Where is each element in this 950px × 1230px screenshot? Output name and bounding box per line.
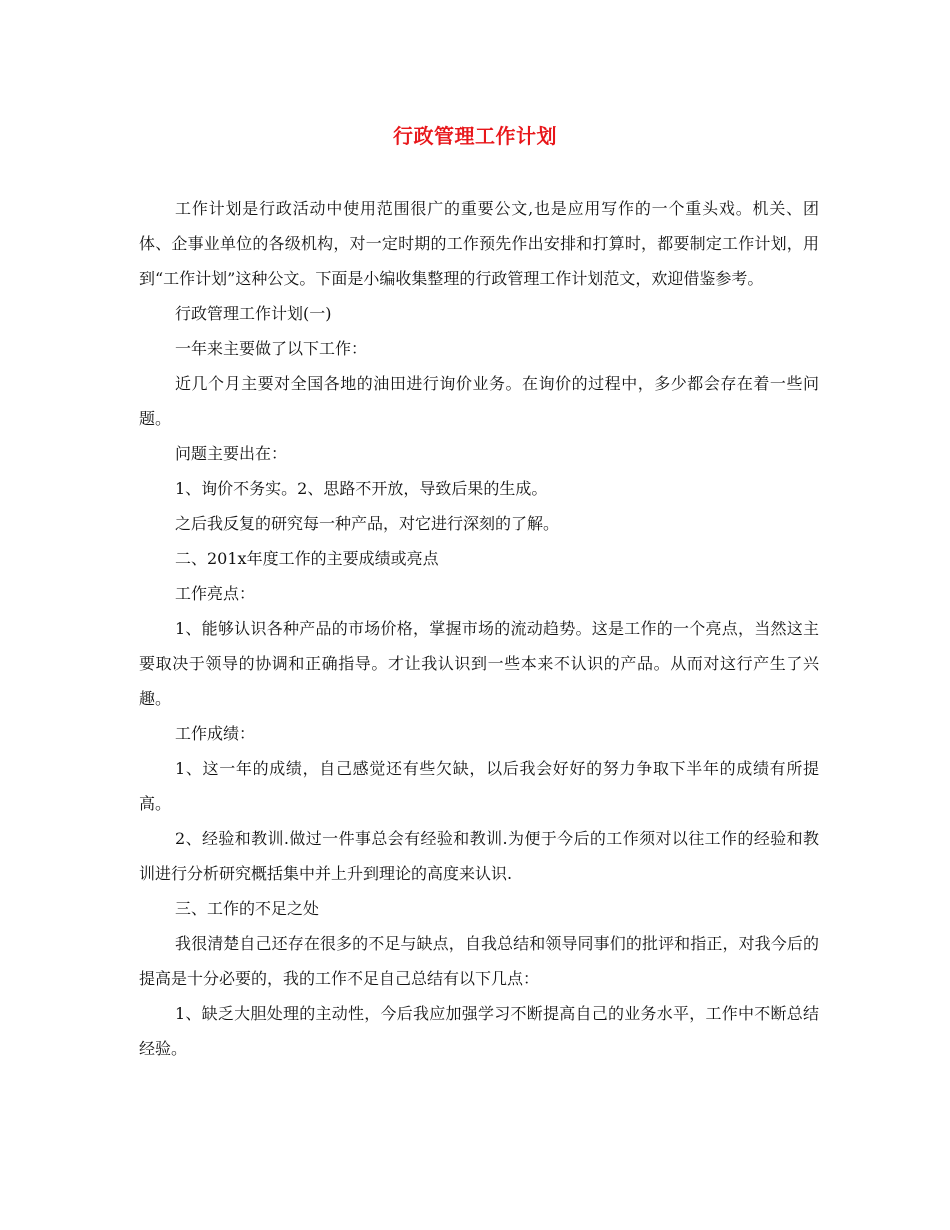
paragraph-intro: 工作计划是行政活动中使用范围很广的重要公文,也是应用写作的一个重头戏。机关、团体、企事业单位的各级机构，对一定时期的工作预先作出安排和打算时，都要制定工作计划，用到“工作计划”这种公文。下面是小编收集整理的行政管理工作计划范文，欢迎借鉴参考。 bbox=[139, 199, 819, 288]
paragraph-section-heading: 行政管理工作计划(一) bbox=[175, 304, 332, 323]
paragraph: 近几个月主要对全国各地的油田进行询价业务。在询价的过程中，多少都会存在着一些问题。 bbox=[139, 374, 819, 428]
document-title: 行政管理工作计划 bbox=[393, 124, 557, 148]
paragraph: 工作成绩： bbox=[175, 724, 256, 743]
paragraph: 工作亮点： bbox=[175, 584, 256, 603]
paragraph-section-heading: 三、工作的不足之处 bbox=[175, 899, 320, 918]
document-body bbox=[139, 191, 819, 1066]
paragraph: 1、这一年的成绩，自己感觉还有些欠缺，以后我会好好的努力争取下半年的成绩有所提高。 bbox=[139, 759, 819, 813]
paragraph: 1、缺乏大胆处理的主动性，今后我应加强学习不断提高自己的业务水平，工作中不断总结经验。 bbox=[139, 1004, 819, 1058]
paragraph: 问题主要出在： bbox=[175, 444, 288, 463]
paragraph: 1、能够认识各种产品的市场价格，掌握市场的流动趋势。这是工作的一个亮点，当然这主要取决于领导的协调和正确指导。才让我认识到一些本来不认识的产品。从而对这行产生了兴趣。 bbox=[139, 619, 819, 708]
paragraph: 一年来主要做了以下工作： bbox=[175, 339, 368, 358]
paragraph-section-heading: 二、201x年度工作的主要成绩或亮点 bbox=[175, 549, 439, 568]
paragraph: 1、询价不务实。2、思路不开放，导致后果的生成。 bbox=[175, 479, 548, 498]
paragraph: 之后我反复的研究每一种产品，对它进行深刻的了解。 bbox=[175, 514, 560, 533]
paragraph: 我很清楚自己还存在很多的不足与缺点，自我总结和领导同事们的批评和指正，对我今后的提高是十分必要的，我的工作不足自己总结有以下几点： bbox=[139, 934, 819, 988]
paragraph: 2、经验和教训.做过一件事总会有经验和教训.为便于今后的工作须对以往工作的经验和教训进行分析研究概括集中并上升到理论的高度来认识. bbox=[139, 829, 819, 883]
